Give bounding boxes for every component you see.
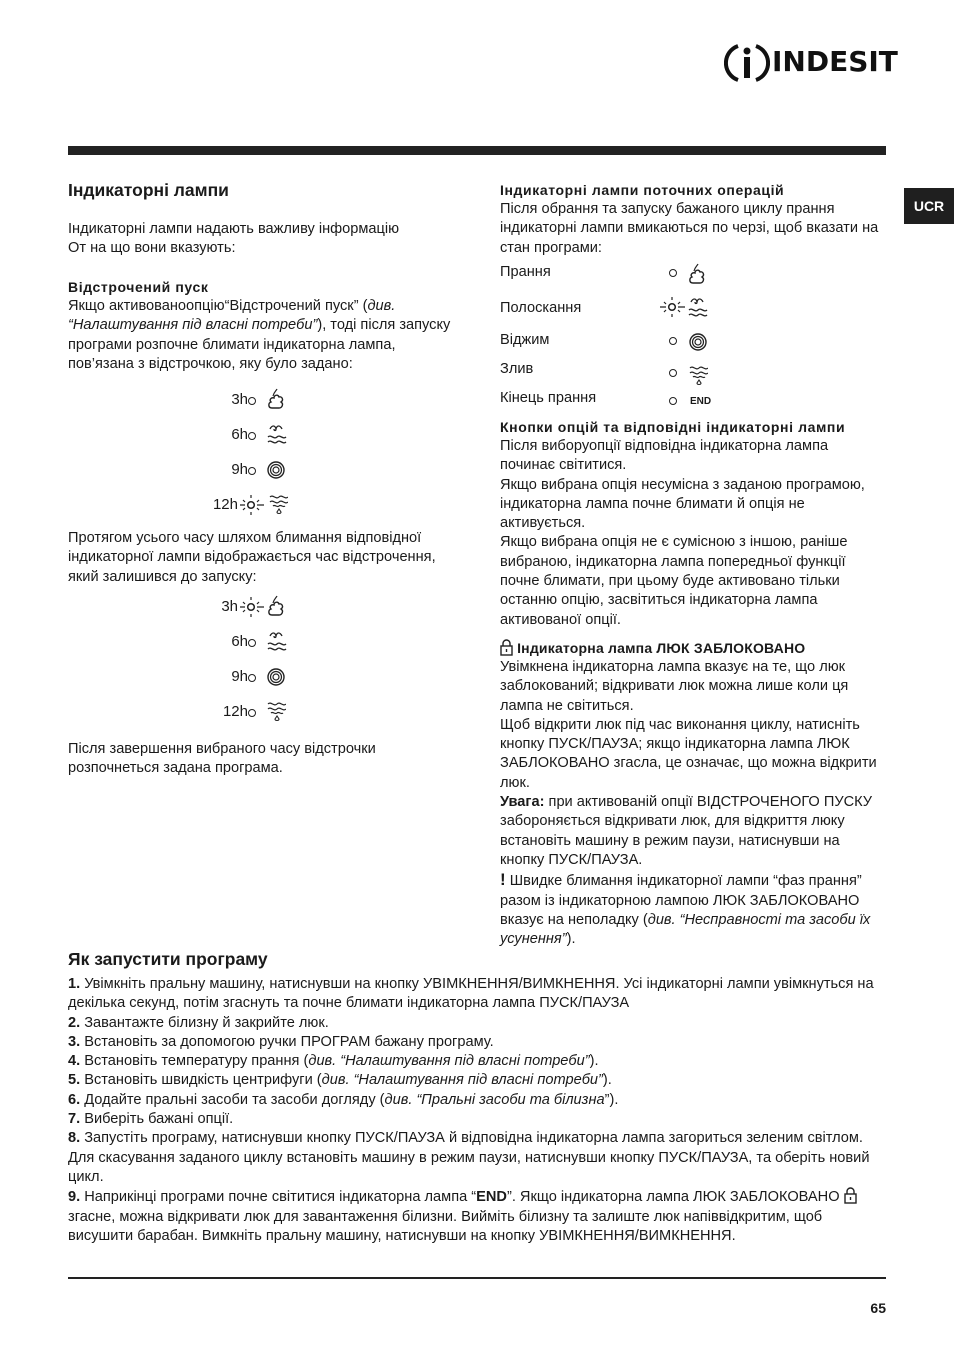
alert-icon: ! <box>500 870 506 890</box>
step-5: 5. Встановіть швидкість центрифуги (див. “Налаштування під власні потреби”). <box>68 1072 612 1089</box>
op-rinse: Полоскання <box>500 300 582 316</box>
header-rule <box>68 146 886 155</box>
indicator-led <box>248 709 256 717</box>
indicator-led <box>248 432 256 440</box>
step-8: 8. Запустіть програму, натиснувши кнопку ПУСК/ПАУЗА й відповідна індикаторна лампа загориться зеленим світлом. Для скасування заданого циклу встановіть машину в режим паузи, натиснувши кнопку ПУСК/ПАУЗА, та оберіть новий цикл. <box>68 1130 870 1185</box>
spin-icon <box>266 460 286 480</box>
logo-wordmark: INDESIT <box>772 45 898 78</box>
end-icon: END <box>690 396 712 407</box>
current-operations-section <box>500 181 884 258</box>
step-7: 7. Виберіть бажані опції. <box>68 1111 234 1128</box>
drain-icon <box>268 493 288 515</box>
spin-icon <box>266 667 286 687</box>
door-lock-section: Індикаторна лампа ЛЮК ЗАБЛОКОВАНО Увімкнена індикаторна лампа вказує на те, що люк заблокований; відкривати люк можна лише коли ця лампа не світиться. Щоб відкрити люк під час виконання циклу, натисніть кнопку ПУСК/ПАУЗА; якщо індикаторна лампа ЛЮК ЗАБЛОКОВАНО згасла, це означає, що можна відкрити люк. Увага: при активованій опції ВІДСТРОЧЕНОГО ПУСКУ забороняється відкривати люк, для відкриття люку встановіть машину в режим паузи, натиснувши на кнопку ПУСК/ПАУЗА. ! Швидке блимання індикаторної лампи “фаз прання” разом із індикаторною лампою ЛЮК ЗАБЛОКОВАНО вказує на неполадку (див. “Несправності та засоби їх усунення”). <box>500 639 884 949</box>
indicator-led <box>248 397 256 405</box>
language-tab: UCR <box>904 188 954 224</box>
warning-text: Увага: при активованій опції ВІДСТРОЧЕНОГО ПУСКУ забороняється відкривати люк, для відкриття люку встановіть машину в режим паузи, натиснувши на кнопку ПУСК/ПАУЗА. <box>500 794 873 868</box>
countdown-indicator-9h: 9h <box>231 668 248 685</box>
indicator-led <box>248 467 256 475</box>
delay-indicator-9h: 9h <box>231 461 248 478</box>
indesit-logo-mark-icon <box>724 40 770 86</box>
delay-start-text: Якщо активованоопцію“Відстрочений пуск” (див. “Налаштування під власні потреби”), тоді після запуску програми розпочне блимати індикаторна лампа, пов’язана з відстрочкою, яку було задано: <box>68 298 451 372</box>
blinking-led-icon <box>658 294 686 320</box>
lock-icon <box>500 639 513 656</box>
drain-icon <box>688 364 708 386</box>
intro-text: Індикаторні лампи надають важливу інформацію От на що вони вказують: <box>68 221 400 257</box>
footer-rule <box>68 1277 886 1279</box>
step-2: 2. Завантажте білизну й закрийте люк. <box>68 1014 329 1031</box>
op-end: Кінець прання <box>500 390 597 406</box>
delay-indicator-12h: 12h <box>212 496 238 513</box>
step-3: 3. Встановіть за допомогою ручки ПРОГРАМ бажану програму. <box>68 1033 494 1050</box>
step-6: 6. Додайте пральні засоби та засоби догляду (див. “Пральні засоби та білизна”). <box>68 1091 619 1108</box>
wash-icon <box>687 263 707 285</box>
door-lock-title: Індикаторна лампа ЛЮК ЗАБЛОКОВАНО <box>500 639 884 658</box>
indicator-led <box>669 369 677 377</box>
delay-indicator-3h: 3h <box>231 391 248 408</box>
options-title: Кнопки опцій та відповідні індикаторні лампи <box>500 419 846 435</box>
op-wash: Прання <box>500 264 551 280</box>
current-operations-title: Індикаторні лампи поточних операцій <box>500 182 785 198</box>
indicator-led <box>669 397 677 405</box>
indicator-led <box>669 269 677 277</box>
wash-icon <box>266 388 286 410</box>
indicator-led <box>248 674 256 682</box>
step-9: 9. Наприкінці програми почне світитися індикаторна лампа “END”. Якщо індикаторна лампа ЛЮК ЗАБЛОКОВАНО згасне, можна відкривати люк для завантаження білизни. Вийміть білизну та залиште люк напіввідкритим, щоб висушити барабан. Вимкніть пральну машину, натиснувши на кнопку УВІМКНЕННЯ/ВИМКНЕННЯ. <box>68 1187 886 1246</box>
op-drain: Злив <box>500 361 534 377</box>
countdown-indicator-6h: 6h <box>231 633 248 650</box>
step-1: 1. Увімкніть пральну машину, натиснувши на кнопку УВІМКНЕННЯ/ВИМКНЕННЯ. Усі індикаторні лампи увімкнуться на декілька секунд, потім згаснуть та почне блимати індикаторна лампа ПУСК/ПАУЗА <box>68 976 874 1012</box>
blinking-led-icon <box>238 492 266 518</box>
options-section: Кнопки опцій та відповідні індикаторні лампи Після виборуопції відповідна індикаторна лампа починає світитися. Якщо вибрана опція несумісна з заданою програмою, індикаторна лампа почне блимати й опція не активується. Якщо вибрана опція не є сумісною з іншою, раніше вибраною, індикаторна лампа попередньої функції почне блимати, при цьому буде активовано тільки останню опцію, засвітиться індикаторна лампа активованої опції. <box>500 418 884 630</box>
countdown-indicator-12h: 12h <box>222 703 248 720</box>
rinse-icon <box>266 630 288 652</box>
indicator-led <box>248 639 256 647</box>
after-delay-text: Після завершення вибраного часу відстрочки розпочнеться задана програма. <box>68 741 376 777</box>
wash-icon <box>266 595 286 617</box>
current-operations-text: Після обрання та запуску бажаного циклу прання індикаторні лампи вмикаються по черзі, щоб вказати на стан програми: <box>500 201 879 256</box>
rinse-icon <box>266 423 288 445</box>
indesit-logo <box>724 40 898 86</box>
rinse-icon <box>687 296 709 318</box>
drain-icon <box>266 700 286 722</box>
indicator-led <box>669 337 677 345</box>
lock-icon <box>844 1187 857 1204</box>
page-number: 65 <box>870 1300 886 1316</box>
spin-icon <box>688 332 708 352</box>
delay-start-title: Відстрочений пуск <box>68 279 209 295</box>
countdown-indicator-3h: 3h <box>221 598 238 615</box>
delay-indicator-6h: 6h <box>231 426 248 443</box>
op-spin: Віджим <box>500 332 550 348</box>
countdown-indicators-set <box>200 595 300 727</box>
indicator-lamps-title: Індикаторні лампи <box>68 180 229 200</box>
alert-text: ! Швидке блимання індикаторної лампи “фаз прання” разом із індикаторною лампою ЛЮК ЗАБЛОКОВАНО вказує на неполадку (див. “Несправності та засоби їх усунення”). <box>500 870 871 948</box>
delay-indicators-set <box>200 388 300 520</box>
step-4: 4. Встановіть температуру прання (див. “Налаштування під власні потреби”). <box>68 1053 599 1070</box>
how-to-start-title: Як запустити програму <box>68 949 268 969</box>
delay-start-section <box>68 278 452 374</box>
countdown-text: Протягом усього часу шляхом блимання відповідної індикаторної лампи відображається час відстрочення, який залишився до запуску: <box>68 530 436 585</box>
blinking-led-icon <box>238 594 266 620</box>
start-steps <box>68 975 886 1246</box>
